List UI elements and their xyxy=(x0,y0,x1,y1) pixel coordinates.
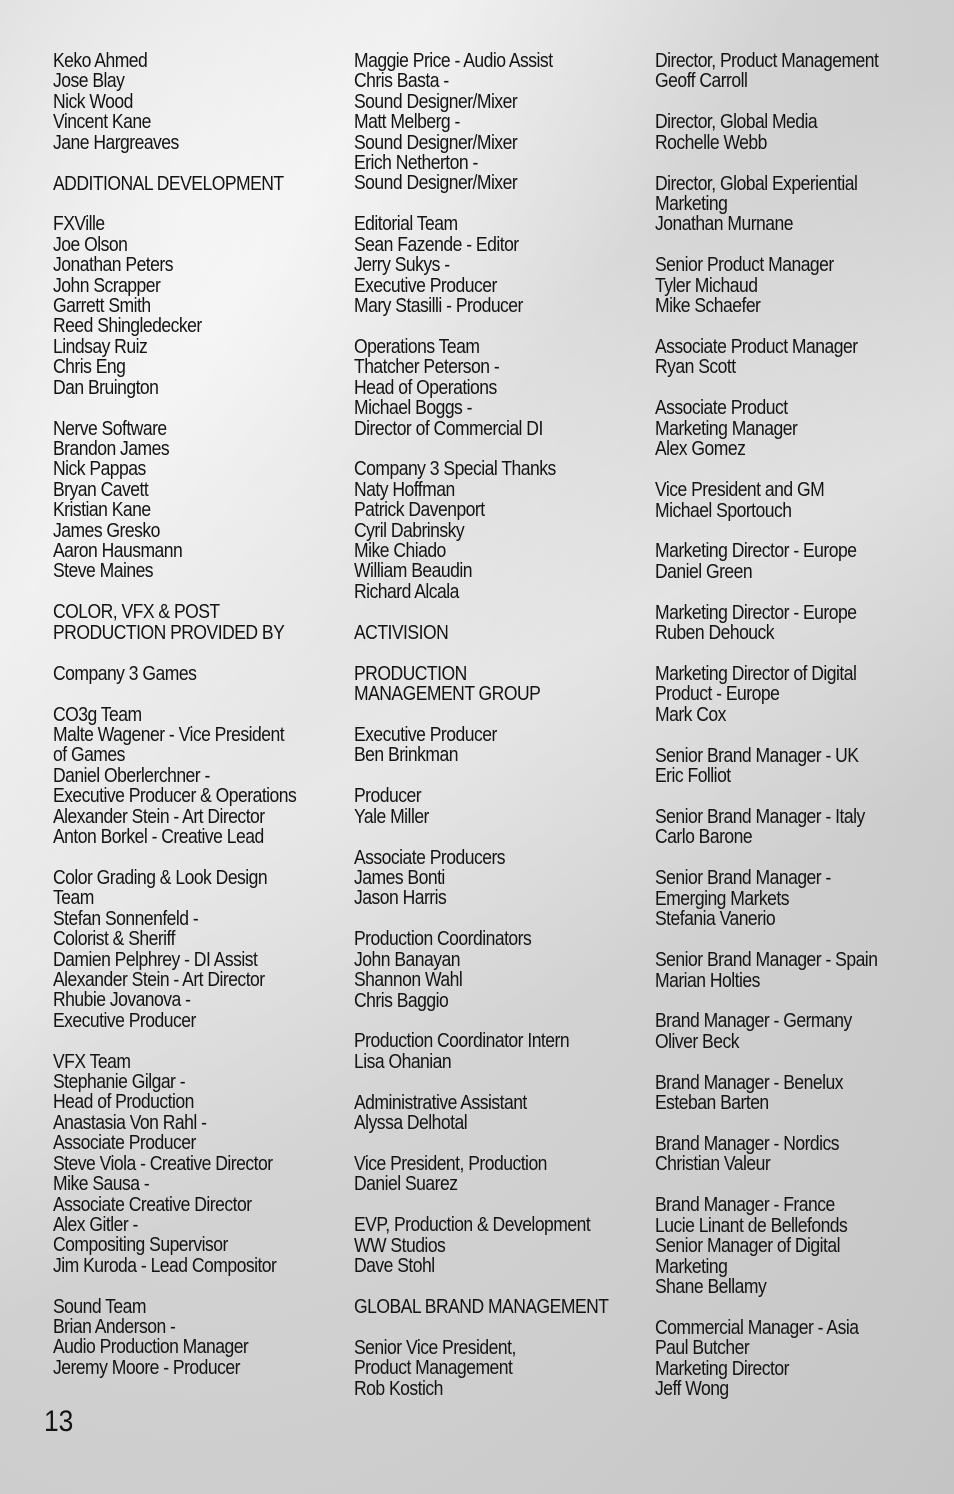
credit-line: Marian Holties xyxy=(655,969,760,992)
credit-block xyxy=(354,1215,644,1276)
credit-block xyxy=(354,848,644,909)
credit-line: Michael Boggs - xyxy=(354,397,472,420)
credit-line: Steve Viola - Creative Director xyxy=(53,1152,273,1175)
credit-line: Tyler Michaud xyxy=(655,274,758,297)
credit-block xyxy=(655,337,945,378)
credit-line: Rochelle Webb xyxy=(655,131,767,154)
credit-line: Steve Maines xyxy=(53,560,154,583)
credit-line: Oliver Beck xyxy=(655,1030,739,1053)
credit-line: Brandon James xyxy=(53,438,170,460)
credit-line: Senior Brand Manager - UK xyxy=(655,744,859,767)
credit-line: Jerry Sukys - xyxy=(354,254,450,277)
credit-line: Associate Product Manager xyxy=(655,336,858,359)
credit-line: Daniel Oberlerchner - xyxy=(53,764,210,787)
credit-line: Vice President, Production xyxy=(354,1153,547,1176)
credit-line: Sound Designer/Mixer xyxy=(354,90,518,113)
credit-line: Joe Olson xyxy=(53,233,128,256)
credit-line: Production Coordinators xyxy=(354,928,532,951)
credit-line: Vincent Kane xyxy=(53,111,151,134)
credit-block xyxy=(655,174,945,235)
credit-block xyxy=(655,51,945,92)
credit-line: Team xyxy=(53,887,94,910)
credit-line: GLOBAL BRAND MANAGEMENT xyxy=(354,1296,609,1319)
credit-line: Chris Eng xyxy=(53,356,126,379)
credit-block xyxy=(354,1093,644,1134)
credit-block xyxy=(655,603,945,644)
credit-line: Sound Team xyxy=(53,1295,146,1318)
credit-line: Vice President and GM xyxy=(655,479,825,502)
credit-line: Richard Alcala xyxy=(354,580,459,603)
credit-line: Mike Schaefer xyxy=(655,295,761,318)
credit-line: Marketing Manager xyxy=(655,417,798,440)
credit-block xyxy=(655,112,945,153)
credit-block xyxy=(354,1154,644,1195)
credit-block xyxy=(354,1297,644,1317)
credit-line: Aaron Hausmann xyxy=(53,540,183,563)
credit-line: Marketing Director xyxy=(655,1357,789,1380)
credit-line: Jeff Wong xyxy=(655,1378,729,1401)
page-number: 13 xyxy=(44,1405,74,1438)
credit-line: William Beaudin xyxy=(354,560,472,583)
credit-line: Reed Shingledecker xyxy=(53,315,202,338)
credit-block xyxy=(655,1011,945,1052)
credit-block xyxy=(53,1297,343,1379)
credit-line: Senior Brand Manager - Spain xyxy=(655,949,878,972)
credit-line: Lucie Linant de Bellefonds xyxy=(655,1214,848,1237)
credit-line: Brand Manager - Benelux xyxy=(655,1071,843,1094)
credit-line: Producer xyxy=(354,785,422,808)
credit-line: Yale Miller xyxy=(354,805,429,828)
credits-column-2 xyxy=(354,51,644,1420)
credit-line: Senior Manager of Digital xyxy=(655,1235,840,1258)
credit-line: James Gresko xyxy=(53,519,160,542)
credit-line: Patrick Davenport xyxy=(354,499,485,522)
credits-column-3 xyxy=(655,51,945,1420)
credit-line: Executive Producer xyxy=(354,274,497,297)
credit-line: Operations Team xyxy=(354,335,480,358)
credit-line: Geoff Carroll xyxy=(655,70,748,93)
credit-line: Lisa Ohanian xyxy=(354,1050,452,1073)
credit-line: Company 3 Special Thanks xyxy=(354,458,556,481)
credit-block xyxy=(53,868,343,1031)
credit-line: Administrative Assistant xyxy=(354,1091,527,1114)
credit-line: Senior Vice President, xyxy=(354,1337,516,1359)
credit-line: Ben Brinkman xyxy=(354,744,458,767)
credit-line: PRODUCTION PROVIDED BY xyxy=(53,621,285,644)
credit-line: WW Studios xyxy=(354,1234,446,1257)
credit-line: Nick Wood xyxy=(53,90,133,113)
credit-line: Director, Product Management xyxy=(655,50,879,72)
credit-line: Marketing xyxy=(655,1255,728,1278)
credit-line: Paul Butcher xyxy=(655,1337,750,1360)
credit-line: Jonathan Murnane xyxy=(655,213,793,236)
credit-line: Associate Producers xyxy=(354,846,506,869)
credit-line: Mike Sausa - xyxy=(53,1173,150,1196)
credit-line: Alyssa Delhotal xyxy=(354,1112,468,1135)
credit-line: Sean Fazende - Editor xyxy=(354,233,519,256)
credit-line: Stefania Vanerio xyxy=(655,908,776,931)
credit-line: CO3g Team xyxy=(53,703,142,726)
credit-block xyxy=(655,1134,945,1175)
credit-line: Audio Production Manager xyxy=(53,1336,249,1359)
credit-line: Marketing xyxy=(655,193,728,216)
credit-line: Jose Blay xyxy=(53,70,125,93)
credit-line: Anton Borkel - Creative Lead xyxy=(53,826,264,848)
credits-column-1 xyxy=(53,51,343,1399)
credit-line: ADDITIONAL DEVELOPMENT xyxy=(53,172,284,195)
credit-line: Maggie Price - Audio Assist xyxy=(354,50,553,72)
credit-line: Company 3 Games xyxy=(53,662,197,685)
credit-line: Carlo Barone xyxy=(655,826,753,849)
credit-line: Product - Europe xyxy=(655,683,780,706)
credit-line: Bryan Cavett xyxy=(53,478,149,501)
credit-line: Director, Global Experiential xyxy=(655,172,858,195)
credit-line: Keko Ahmed xyxy=(53,50,148,72)
credit-line: Senior Product Manager xyxy=(655,254,834,277)
credit-block xyxy=(655,950,945,991)
credit-line: Head of Operations xyxy=(354,376,497,399)
credit-line: FXVille xyxy=(53,213,105,236)
credit-line: Chris Baggio xyxy=(354,989,449,1012)
credit-block xyxy=(655,541,945,582)
credit-line: Color Grading & Look Design xyxy=(53,866,268,889)
credit-line: Rob Kostich xyxy=(354,1377,443,1400)
credit-line: Cyril Dabrinsky xyxy=(354,519,465,542)
credit-line: Anastasia Von Rahl - xyxy=(53,1111,207,1134)
credit-block xyxy=(53,664,343,684)
credit-line: Malte Wagener - Vice President xyxy=(53,723,285,746)
credit-line: Mike Chiado xyxy=(354,540,446,563)
credit-line: Compositing Supervisor xyxy=(53,1234,228,1257)
credit-line: Erich Netherton - xyxy=(354,152,478,175)
credit-line: Mary Stasilli - Producer xyxy=(354,294,523,317)
credit-block xyxy=(354,623,644,643)
credit-line: Executive Producer xyxy=(53,1009,196,1032)
credit-block xyxy=(655,664,945,725)
credit-line: Senior Brand Manager - Italy xyxy=(655,806,865,829)
credit-block xyxy=(354,214,644,316)
credit-line: Nick Pappas xyxy=(53,458,146,481)
credit-line: Production Coordinator Intern xyxy=(354,1030,570,1053)
credit-line: Christian Valeur xyxy=(655,1153,771,1176)
credit-line: Damien Pelphrey - DI Assist xyxy=(53,948,258,971)
credit-line: Stefan Sonnenfeld - xyxy=(53,907,199,930)
credit-line: Director of Commercial DI xyxy=(354,417,543,440)
credit-line: Shannon Wahl xyxy=(354,969,463,992)
credit-line: Colorist & Sheriff xyxy=(53,928,175,951)
credit-line: Eric Folliot xyxy=(655,765,731,788)
credit-line: VFX Team xyxy=(53,1050,131,1073)
credit-block xyxy=(53,705,343,848)
credit-line: Senior Brand Manager - xyxy=(655,867,831,890)
credit-block xyxy=(655,1195,945,1297)
credit-line: Associate Product xyxy=(655,397,788,420)
credit-line: John Scrapper xyxy=(53,274,161,297)
credit-block xyxy=(53,1052,343,1276)
credit-line: Dan Bruington xyxy=(53,376,159,399)
credit-line: Alex Gomez xyxy=(655,438,746,461)
credit-line: EVP, Production & Development xyxy=(354,1214,591,1237)
credit-line: Garrett Smith xyxy=(53,295,151,318)
credit-block xyxy=(655,807,945,848)
credit-line: Brand Manager - Germany xyxy=(655,1010,852,1033)
credit-line: Product Management xyxy=(354,1357,513,1380)
credit-block xyxy=(354,725,644,766)
credit-line: John Banayan xyxy=(354,948,460,971)
credit-block xyxy=(655,1073,945,1114)
credit-line: MANAGEMENT GROUP xyxy=(354,683,541,706)
credit-line: Associate Producer xyxy=(53,1132,196,1155)
credit-line: Rhubie Jovanova - xyxy=(53,989,191,1012)
credit-line: Kristian Kane xyxy=(53,499,151,522)
credit-line: Mark Cox xyxy=(655,703,726,726)
credit-block xyxy=(354,337,644,439)
credit-line: Ruben Dehouck xyxy=(655,622,775,645)
credit-block xyxy=(53,174,343,194)
credit-line: Michael Sportouch xyxy=(655,499,792,522)
credit-block xyxy=(354,786,644,827)
credit-block xyxy=(354,1338,644,1399)
credit-line: Daniel Suarez xyxy=(354,1173,458,1196)
credit-line: Marketing Director - Europe xyxy=(655,540,857,563)
credit-line: James Bonti xyxy=(354,867,445,889)
credit-line: Brian Anderson - xyxy=(53,1316,176,1339)
credit-line: Dave Stohl xyxy=(354,1255,435,1278)
credit-line: Jim Kuroda - Lead Compositor xyxy=(53,1254,277,1277)
credit-line: Head of Production xyxy=(53,1091,194,1114)
credit-block xyxy=(655,1318,945,1400)
credit-block xyxy=(655,868,945,929)
credit-block xyxy=(655,398,945,459)
credit-block xyxy=(53,51,343,153)
credit-line: Alexander Stein - Art Director xyxy=(53,805,265,828)
credit-block xyxy=(354,664,644,705)
credit-line: Jeremy Moore - Producer xyxy=(53,1356,240,1379)
credit-line: Executive Producer & Operations xyxy=(53,785,297,808)
credit-line: Marketing Director - Europe xyxy=(655,601,857,624)
credit-block xyxy=(655,480,945,521)
credit-line: Jonathan Peters xyxy=(53,254,173,277)
credit-block xyxy=(655,746,945,787)
credit-line: Chris Basta - xyxy=(354,70,449,93)
credit-block xyxy=(53,602,343,643)
credit-line: COLOR, VFX & POST xyxy=(53,601,220,624)
credit-block xyxy=(354,51,644,194)
credit-block xyxy=(354,459,644,602)
credit-line: Sound Designer/Mixer xyxy=(354,131,518,154)
credit-line: Executive Producer xyxy=(354,723,497,746)
credit-line: Marketing Director of Digital xyxy=(655,663,857,686)
credit-line: Esteban Barten xyxy=(655,1092,769,1115)
credit-line: Brand Manager - Nordics xyxy=(655,1133,840,1156)
credit-line: Stephanie Gilgar - xyxy=(53,1071,186,1094)
credit-line: Alex Gitler - xyxy=(53,1213,138,1236)
credit-line: Commercial Manager - Asia xyxy=(655,1316,859,1339)
credit-line: Sound Designer/Mixer xyxy=(354,172,518,195)
credit-line: Jane Hargreaves xyxy=(53,131,179,154)
credit-block xyxy=(354,929,644,1011)
credit-line: Shane Bellamy xyxy=(655,1275,767,1298)
credit-block xyxy=(354,1031,644,1072)
credit-line: Director, Global Media xyxy=(655,111,818,134)
credit-line: Editorial Team xyxy=(354,213,458,236)
credit-line: of Games xyxy=(53,744,125,767)
credit-line: Nerve Software xyxy=(53,417,167,440)
credit-line: Brand Manager - France xyxy=(655,1194,835,1217)
credit-line: Emerging Markets xyxy=(655,887,790,910)
credit-line: Thatcher Peterson - xyxy=(354,356,500,379)
credit-block xyxy=(53,214,343,398)
credit-line: Alexander Stein - Art Director xyxy=(53,968,265,991)
credit-line: Associate Creative Director xyxy=(53,1193,252,1216)
credit-line: Matt Melberg - xyxy=(354,111,460,134)
credit-line: ACTIVISION xyxy=(354,621,449,644)
credit-block xyxy=(53,419,343,582)
credit-line: PRODUCTION xyxy=(354,662,467,685)
credit-line: Naty Hoffman xyxy=(354,478,455,501)
credit-line: Jason Harris xyxy=(354,887,447,910)
credit-line: Daniel Green xyxy=(655,560,753,583)
credit-block xyxy=(655,255,945,316)
credit-line: Ryan Scott xyxy=(655,356,736,379)
credit-line: Lindsay Ruiz xyxy=(53,335,148,358)
